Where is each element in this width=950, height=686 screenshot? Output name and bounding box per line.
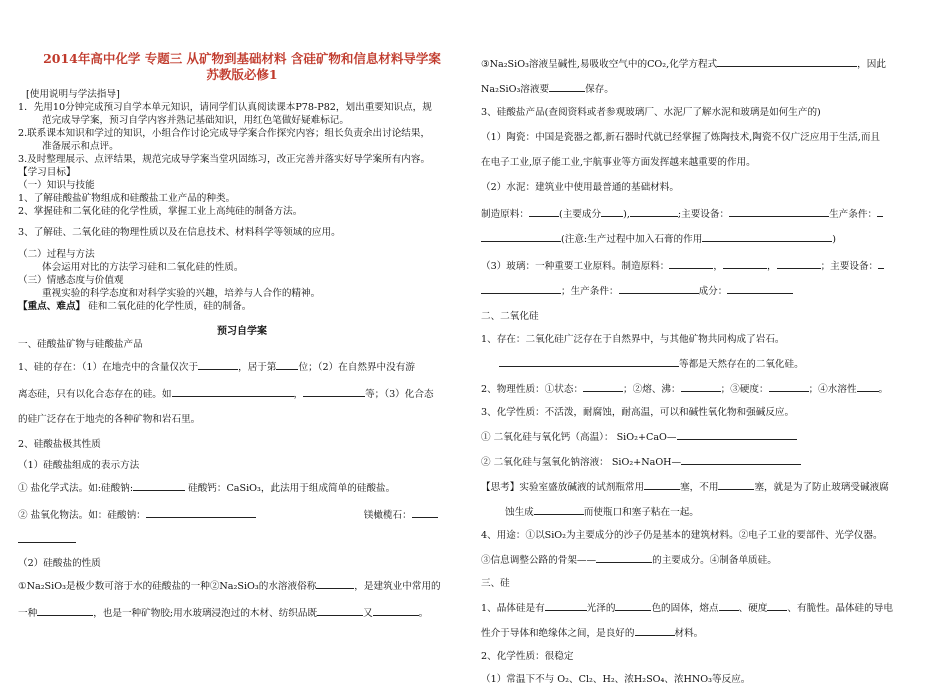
comma: ， (293, 389, 304, 400)
silica-uses-2 (481, 552, 933, 567)
usage-3: 3.及时整理展示、点评结果，规范完成导学案当堂巩固练习，改正完善并落实好导学案所有内容。 (18, 154, 431, 165)
text: 性介于导体和绝缘体之间，是良好的 (481, 628, 635, 639)
crystal-si-1 (481, 600, 933, 615)
blank[interactable] (146, 507, 256, 518)
text: (注意:生产过程中加入石膏的作用 (561, 234, 703, 245)
doc-title-line2: 苏教版必修1 (206, 67, 278, 82)
text: ③信息调整公路的骨架—— (481, 555, 597, 566)
blank[interactable] (481, 231, 561, 242)
text: 1、晶体硅是有 (481, 603, 545, 614)
text: 。 (878, 384, 889, 395)
semicolon: ； (820, 261, 831, 272)
text: ① 盐化学式法。如:硅酸钠: (18, 483, 134, 494)
text: ；②熔、沸： (623, 384, 681, 395)
silicon-existence-3: 的硅广泛存在于地壳的各种矿物和岩石里。 (18, 414, 201, 425)
blank[interactable] (767, 600, 787, 611)
text: ，也是一种矿物胶;用水玻璃浸泡过的木材、纺织品既 (93, 608, 318, 619)
blank[interactable] (877, 206, 883, 217)
text: ；④水溶性 (808, 384, 857, 395)
blank[interactable] (534, 504, 584, 515)
text: 材料。 (674, 628, 704, 639)
text: 1、硅的存在：（1）在地壳中的含量仅次于 (18, 362, 199, 373)
text: ，居于第 (238, 362, 277, 373)
blank[interactable] (878, 258, 884, 269)
text: 成分： (698, 286, 728, 297)
blank[interactable] (769, 381, 809, 392)
text: ), (623, 209, 630, 220)
section-2-silica: 二、二氧化硅 (481, 311, 539, 322)
blank[interactable] (718, 479, 754, 490)
text: ② 盐氧化物法。如：硅酸钠： (18, 510, 146, 521)
silica-cao (481, 429, 933, 444)
r-glass-raw (481, 258, 933, 273)
blank[interactable] (37, 605, 93, 616)
text: 塞，不用 (680, 482, 719, 493)
right-column (481, 0, 933, 686)
text: 一种 (18, 608, 38, 619)
text: 蚀生成 (505, 507, 534, 518)
section-2-heading: 2、硅酸盐极其性质 (18, 439, 101, 450)
blank[interactable] (481, 283, 561, 294)
blank[interactable] (669, 258, 713, 269)
text: 2、物理性质：①状态： (481, 384, 584, 395)
oxide-method-cont (18, 532, 466, 547)
silica-natural (481, 356, 933, 371)
text: (主要成分 (558, 209, 602, 220)
text: 、硬度 (738, 603, 768, 614)
goal-2: （二）过程与方法 (18, 249, 95, 260)
blank[interactable] (198, 359, 238, 370)
blank[interactable] (172, 386, 294, 397)
silica-physical (481, 381, 933, 396)
r-ceramics-1: （1）陶瓷：中国是瓷器之都,新石器时代就已经掌握了炼陶技术,陶瓷不仅广泛应用于生活,而且 (481, 132, 881, 143)
blank[interactable] (727, 283, 793, 294)
text: 镁橄榄石： (363, 510, 412, 521)
key-label: 【重点、难点】 (18, 301, 86, 312)
blank[interactable] (303, 386, 365, 397)
text: 而使瓶口和塞子粘在一起。 (583, 507, 699, 518)
text: ) (832, 234, 837, 245)
usage-1a: 1．先用10分钟完成预习自学本单元知识，请同学们认真阅读课本P78-P82，划出重要知识点，规 (18, 102, 432, 113)
text: ;主要设备： (677, 209, 730, 220)
text: 离态硅，只有以化合态存在的硅。如 (18, 389, 172, 400)
text: 光泽的 (586, 603, 616, 614)
text: ，因此 (857, 59, 886, 70)
silica-uses: 4、用途：①以SiO₂为主要成分的沙子仍是基本的建筑材料。②电子工业的要部件、光学仪器。 (481, 530, 883, 541)
usage-1b: 范完成导学案，预习自学内容并熟记基础知识，用红色笔做好疑难标记。 (42, 115, 349, 126)
blank[interactable] (412, 507, 438, 518)
blank[interactable] (549, 81, 585, 92)
text: （3）玻璃：一种重要工业原料。制造原料： (481, 261, 670, 272)
text: 等；（3）化合态 (365, 389, 434, 400)
text: 制造原料： (481, 209, 529, 220)
blank[interactable] (583, 381, 623, 392)
blank[interactable] (276, 359, 298, 370)
blank[interactable] (729, 206, 829, 217)
key-points (18, 300, 466, 313)
r-cement-raw (481, 206, 933, 221)
crystal-si-2 (481, 625, 933, 640)
blank[interactable] (133, 480, 185, 491)
r-line-2 (481, 81, 933, 96)
text: ① 二氧化硅与氧化钙（高温）： SiO₂+CaO— (481, 432, 677, 443)
blank[interactable] (317, 605, 363, 616)
blank[interactable] (545, 600, 587, 611)
text: 塞，就是为了防止玻璃受碱液腐 (754, 482, 889, 493)
properties-heading: （2）硅酸盐的性质 (18, 558, 101, 569)
text: ；③硬度： (720, 384, 769, 395)
section-1-heading: 一、硅酸盐矿物与硅酸盐产品 (18, 339, 143, 350)
doc-title-line1: 2014年高中化学 专题三 从矿物到基础材料 含硅矿物和信息材料导学案 (43, 51, 441, 66)
text: 等都是天然存在的二氧化硅。 (679, 359, 804, 370)
text: 保存。 (585, 84, 614, 95)
sodium-silicate-2 (18, 605, 466, 620)
blank[interactable] (681, 381, 721, 392)
si-chemical: 2、化学性质：很稳定 (481, 651, 574, 662)
usage-2a: 2.联系课本知识和学过的知识，小组合作讨论完成导学案合作探究内容；组长负责余出讨论结果， (18, 128, 431, 139)
goal-3: （三）情感态度与价值观 (18, 275, 124, 286)
text: Na₂SiO₃溶液要 (481, 84, 550, 95)
r-glass-cond (481, 283, 933, 298)
think-2 (481, 504, 933, 519)
blank[interactable] (677, 429, 797, 440)
text: 生产条件： (829, 209, 878, 220)
goal-2a: 体会运用对比的方法学习硅和二氧化硅的性质。 (42, 262, 244, 273)
text: 硅酸钙：CaSiO₃，此法用于组成简单的硅酸盐。 (185, 483, 396, 494)
goal-3a: 重视实验的科学态度和对科学实验的兴趣，培养与人合作的精神。 (42, 288, 321, 299)
text: ③Na₂SiO₃溶液呈碱性,易吸收空气中的CO₂,化学方程式 (481, 59, 718, 70)
blank[interactable] (635, 625, 675, 636)
blank[interactable] (316, 578, 354, 589)
si-chemical-1: （1）常温下不与 O₂、Cl₂、H₂、浓H₂SO₄、浓HNO₃等反应。 (481, 674, 751, 685)
blank[interactable] (615, 600, 651, 611)
text: 【思考】实验室盛放碱液的试剂瓶常用 (481, 482, 645, 493)
blank[interactable] (630, 206, 678, 217)
text: 主要设备： (830, 261, 879, 272)
text: ② 二氧化硅与氢氧化钠溶液： SiO₂+NaOH— (481, 457, 682, 468)
text: 位；（2）在自然界中没有游 (298, 362, 415, 373)
blank[interactable] (596, 552, 652, 563)
r-ceramics-2: 在电子工业,原子能工业,宇航事业等方面发挥越来越重要的作用。 (481, 157, 756, 168)
text: ，是建筑业中常用的 (354, 581, 441, 592)
silica-naoh (481, 454, 933, 469)
blank[interactable] (717, 56, 857, 67)
text: ；生产条件： (561, 286, 619, 297)
text: 又 (363, 608, 373, 619)
usage-2b: 准备展示和点评。 (42, 141, 119, 152)
blank[interactable] (499, 356, 679, 367)
blank[interactable] (702, 231, 832, 242)
blank[interactable] (719, 600, 739, 611)
silicon-existence-2 (18, 386, 466, 401)
text: 、有脆性。晶体硅的导电 (787, 603, 893, 614)
silica-existence: 1、存在：二氧化硅广泛存在于自然界中，与其他矿物共同构成了岩石。 (481, 334, 785, 345)
preview-heading: 预习自学案 (217, 326, 267, 337)
blank[interactable] (529, 206, 559, 217)
r-cement-note (481, 231, 933, 246)
blank[interactable] (619, 283, 699, 294)
comma: ， (766, 261, 777, 272)
silicon-existence-1 (18, 359, 466, 374)
representation-heading: （1）硅酸盐组成的表示方法 (18, 460, 140, 471)
section-3-silicon: 三、硅 (481, 578, 510, 589)
blank[interactable] (18, 532, 76, 543)
goal-heading: 【学习目标】 (18, 167, 76, 178)
blank[interactable] (644, 479, 680, 490)
blank[interactable] (681, 454, 801, 465)
blank[interactable] (723, 258, 767, 269)
blank[interactable] (601, 206, 623, 217)
goal-1a: 1、了解硅酸盐矿物组成和硅酸盐工业产品的种类。 (18, 193, 236, 204)
think-1 (481, 479, 933, 494)
text: 。 (418, 608, 429, 619)
goal-1c: 3、了解硅、二氧化硅的物理性质以及在信息技术、材料科学等领域的应用。 (18, 227, 341, 238)
left-column (18, 0, 466, 620)
comma: ， (713, 261, 723, 272)
blank[interactable] (777, 258, 821, 269)
r-line-3: 3、硅酸盐产品(查阅资料或者参观玻璃厂、水泥厂了解水泥和玻璃是如何生产的) (481, 107, 821, 118)
usage-heading: [使用说明与学法指导] (26, 89, 120, 100)
r-cement: （2）水泥：建筑业中使用最普通的基础材料。 (481, 182, 679, 193)
blank[interactable] (857, 381, 879, 392)
text: 色的固体，熔点 (651, 603, 719, 614)
text: 的主要成分。④制备单质硅。 (652, 555, 777, 566)
silica-chemical: 3、化学性质：不活泼，耐腐蚀，耐高温，可以和碱性氧化物和强碱反应。 (481, 407, 795, 418)
text: ①Na₂SiO₃是极少数可溶于水的硅酸盐的一种②Na₂SiO₃的水溶液俗称 (18, 581, 317, 592)
oxide-method (18, 507, 466, 522)
sodium-silicate-1 (18, 578, 466, 593)
blank[interactable] (373, 605, 419, 616)
goal-1: （一）知识与技能 (18, 180, 95, 191)
r-line-1 (481, 56, 933, 71)
key-text: 硅和二氧化硅的化学性质，硅的制备。 (85, 301, 252, 312)
salt-formula-method (18, 480, 466, 495)
goal-1b: 2、掌握硅和二氧化硅的化学性质，掌握工业上高纯硅的制备方法。 (18, 206, 303, 217)
